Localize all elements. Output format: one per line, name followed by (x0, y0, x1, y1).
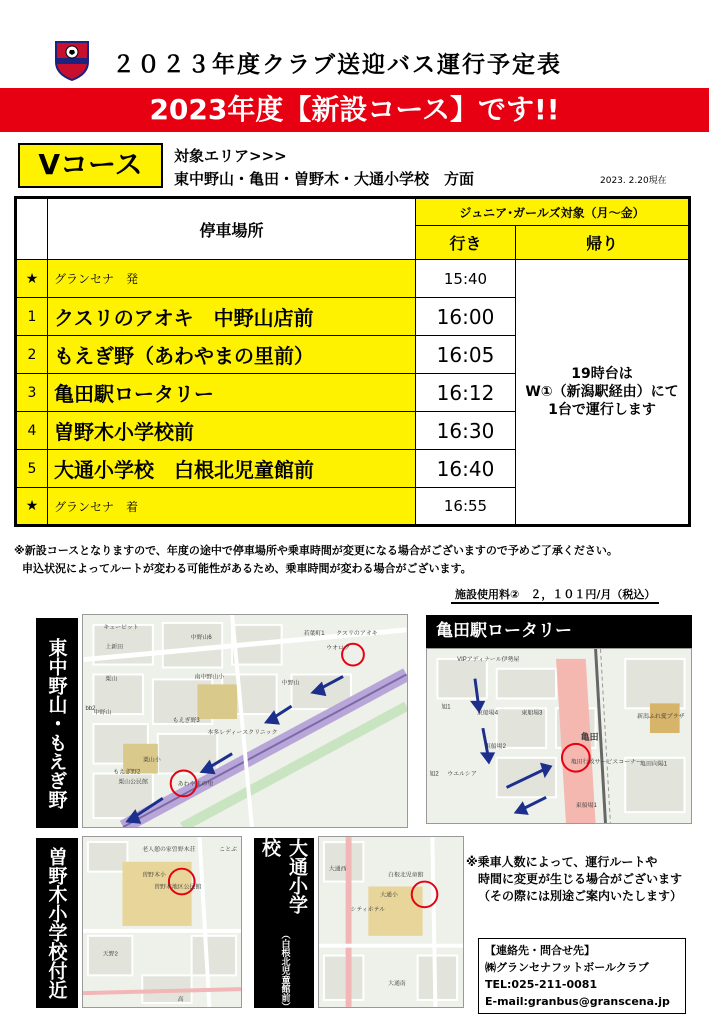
map1-text: 中野山 (281, 680, 300, 687)
map-higashinakanoyama (82, 614, 408, 828)
target-header: ジュニア･ガールズ対象（月～金） (416, 198, 690, 226)
row-time: 16:30 (416, 412, 516, 450)
map1-text: 南中野山小 (194, 674, 225, 681)
map4-text: 大通西 (328, 866, 347, 873)
map2-text: 東船場3 (521, 710, 543, 717)
map-sonoki (82, 836, 242, 1008)
map1-text: 粟山公民館 (118, 779, 148, 786)
map2-text: VIPアディナール伊勢屋 (457, 656, 520, 663)
map3-text: 高 (177, 997, 184, 1003)
map3-canvas (83, 837, 241, 1007)
map2-text: 亀田向陽1 (640, 761, 668, 768)
new-course-banner: 2023年度【新設コース】です!! (0, 88, 709, 132)
map-kameda-station (426, 648, 692, 824)
map3-text: 天野2 (102, 951, 118, 958)
change-notice: ※新設コースとなりますので、年度の途中で停車場所や乗車時間が変更になる場合がございますので予めご了承ください。 (14, 544, 618, 557)
area-value: 東中野山・亀田・曽野木・大通小学校 方面 (174, 170, 475, 188)
map1-text: 粟山小 (142, 757, 161, 764)
map2-title: 亀田駅ロータリー (426, 615, 692, 648)
map2-text: ウエルシア (447, 771, 477, 778)
map3-text: 老人憩の家曽野木荘 (142, 846, 196, 853)
row-time: 16:55 (416, 488, 516, 526)
map1-text: あわやまの里 (177, 781, 214, 788)
route-notice: 申込状況によってルートが変わる可能性があるため、乗車時間が変わる場合がございます。 (22, 562, 472, 575)
row-num: 1 (16, 298, 48, 336)
table-row (16, 260, 690, 298)
grancena-emblem-icon (50, 38, 94, 82)
map3-text: 曽野木小 (142, 872, 166, 879)
return-note-line: 19時台は (571, 366, 633, 382)
map4-label-main: 大通小学校 (259, 838, 308, 914)
row-num: ★ (16, 260, 48, 298)
bus-schedule-table (14, 196, 691, 527)
row-stop: クスリのアオキ 中野山店前 (48, 298, 416, 336)
map1-text: もえぎ野3 (172, 717, 200, 724)
map2-text: 亀田 (580, 731, 599, 742)
map2-canvas (427, 649, 691, 823)
row-stop: 曽野木小学校前 (48, 412, 416, 450)
return-header: 帰り (516, 226, 690, 260)
row-num: 2 (16, 336, 48, 374)
map4-canvas (319, 837, 463, 1007)
map2-text: 亀田行政サービスコーナー (570, 759, 642, 766)
map1-text: 本多レディースクリニック (207, 729, 278, 736)
header-blank (16, 198, 48, 260)
map3-label: 曽野木小学校付近 (36, 838, 78, 1008)
map1-canvas (83, 615, 407, 827)
route-change-note (466, 854, 682, 905)
map1-text: bb2 (85, 706, 96, 713)
course-name: Vコース (18, 143, 163, 188)
map3-text: 曽野木地区公民館 (154, 884, 202, 891)
row-time: 16:12 (416, 374, 516, 412)
map2-text: 旭2 (429, 771, 439, 778)
route-change-line: 時間に変更が生じる場合がございます (478, 872, 683, 886)
row-time: 15:40 (416, 260, 516, 298)
row-time: 16:05 (416, 336, 516, 374)
row-stop: もえぎ野（あわやまの里前） (48, 336, 416, 374)
return-note (516, 260, 690, 526)
row-time: 16:40 (416, 450, 516, 488)
map1-text: 若葉町1 (303, 630, 325, 637)
contact-org: ㈱グランセナフットボールクラブ (485, 961, 649, 974)
map-odori (318, 836, 464, 1008)
contact-email: E-mail:granbus@granscena.jp (485, 995, 670, 1008)
date-note: 2023. 2.20現在 (600, 176, 667, 186)
stop-header: 停車場所 (48, 198, 416, 260)
contact-box (478, 938, 686, 1014)
row-stop: 亀田駅ロータリー (48, 374, 416, 412)
map2-text: 新潟ふれ愛プラザ (637, 714, 685, 721)
return-note-line: 1台で運行します (548, 402, 656, 418)
row-num: 5 (16, 450, 48, 488)
contact-title: 【連絡先・問合せ先】 (485, 944, 595, 957)
return-note-line: W①（新潟駅経由）にて (525, 384, 679, 400)
map2-text: 東船場4 (476, 710, 499, 717)
map1-text: 粟山 (105, 676, 118, 683)
map2-text: 東船場1 (575, 803, 597, 810)
map3-text: ことぶ (219, 846, 238, 853)
map1-text: キューピット (103, 624, 139, 631)
row-time: 16:00 (416, 298, 516, 336)
map4-text: シティホテル (350, 907, 386, 914)
row-stop: 大通小学校 白根北児童館前 (48, 450, 416, 488)
row-num: 3 (16, 374, 48, 412)
map1-text: 中野山6 (190, 634, 212, 641)
map1-text: 上新田 (105, 644, 124, 651)
map1-text: 中野山 (93, 710, 112, 717)
map4-text: 大通小 (380, 892, 398, 899)
row-num: 4 (16, 412, 48, 450)
map4-label-sub: （白根北児童館前） (279, 929, 290, 1011)
map4-label (254, 838, 314, 1011)
facility-fee: 施設使用料② ２，１０１円/月（税込） (451, 586, 659, 604)
map2-text: 旭1 (441, 704, 451, 711)
map1-text: ウオロク (326, 645, 350, 652)
map1-label: 東中野山・もえぎ野 (36, 618, 78, 828)
page-title: ２０２３年度クラブ送迎バス運行予定表 (112, 52, 562, 78)
row-stop: グランセナ 着 (48, 488, 416, 526)
map4-text: 大通南 (388, 981, 406, 988)
route-change-line: ※乗車人数によって、運行ルートや (466, 855, 658, 869)
outbound-header: 行き (416, 226, 516, 260)
map4-text: 白根北児童館 (388, 872, 424, 879)
contact-tel: TEL:025-211-0081 (485, 978, 598, 991)
map2-text: 東船場2 (484, 743, 506, 750)
row-stop: グランセナ 発 (48, 260, 416, 298)
row-num: ★ (16, 488, 48, 526)
area-label: 対象エリア>>> (174, 147, 287, 165)
map1-text: もえぎ野2 (113, 769, 141, 776)
route-change-line: （その際には別途ご案内いたします） (478, 889, 683, 903)
map1-text: クスリのアオキ (336, 630, 378, 637)
